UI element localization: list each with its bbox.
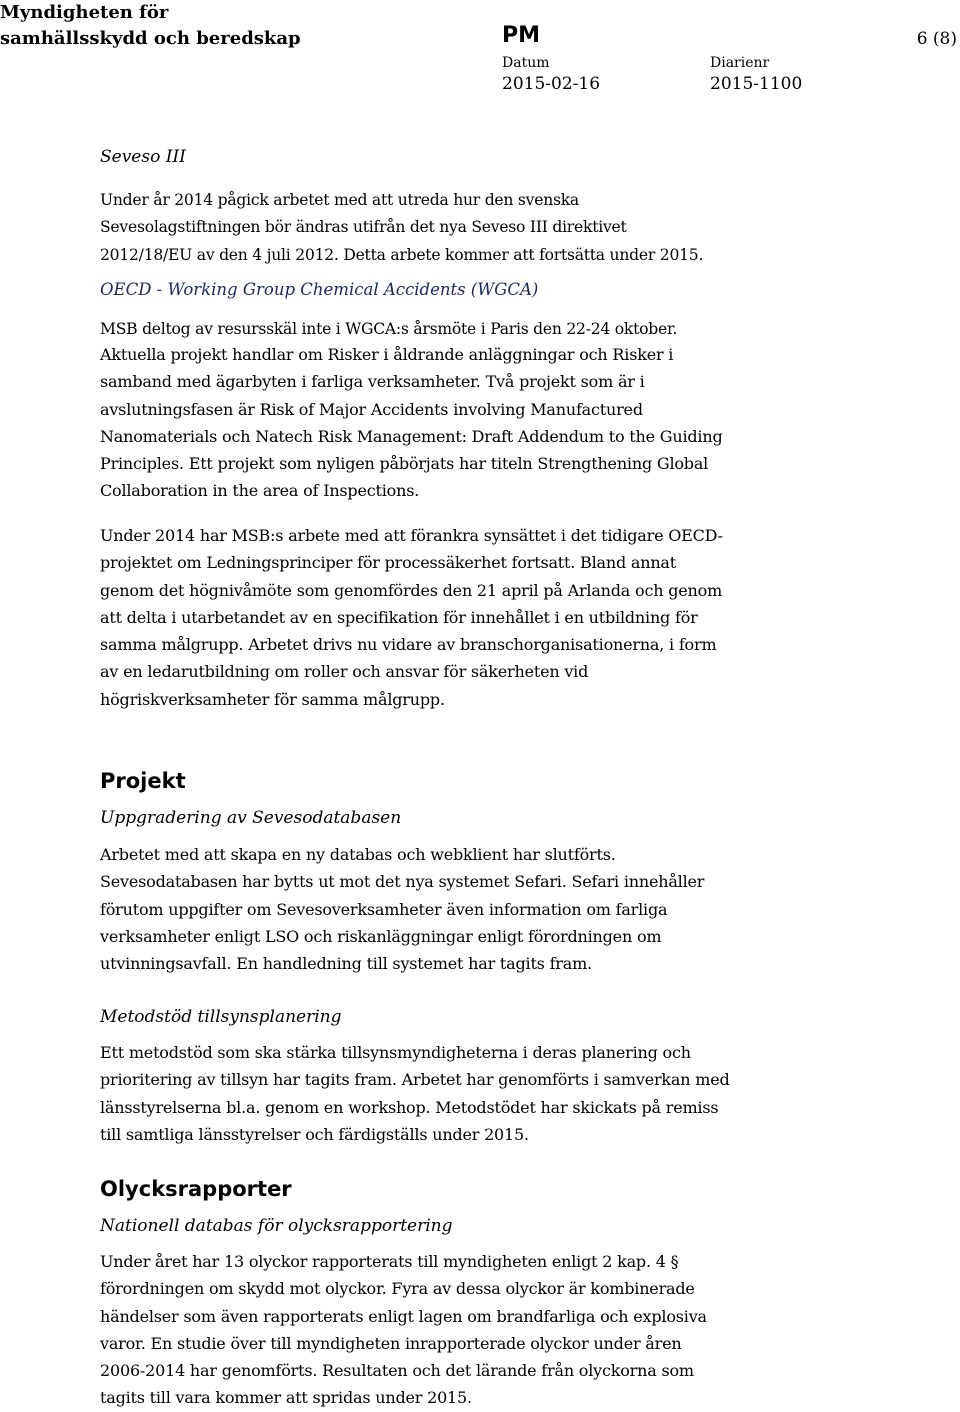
projekt-line: Arbetet med att skapa en ny databas och webklient har slutförts. bbox=[100, 845, 616, 864]
olycksrapporter-line: varor. En studie över till myndigheten inrapporterade olyckor under åren bbox=[100, 1333, 682, 1353]
oecd-line: avslutningsfasen är Risk of Major Accidents involving Manufactured bbox=[100, 399, 643, 419]
projekt-sub2-paragraph bbox=[100, 1039, 800, 1148]
document-type: PM bbox=[502, 23, 541, 48]
projekt-line: prioritering av tillsyn har tagits fram. Arbetet har genomförts i samverkan med bbox=[100, 1070, 730, 1090]
oecd-line: samband med ägarbyten i farliga verksamheter. Två projekt som är i bbox=[100, 372, 645, 392]
olycksrapporter-line: händelser som även rapporterats enligt lagen om brandfarliga och explosiva bbox=[100, 1306, 707, 1326]
oecd-line: högriskverksamheter för samma målgrupp. bbox=[100, 689, 445, 709]
date-value: 2015-02-16 bbox=[502, 74, 601, 94]
projekt-line: till samtliga länsstyrelser och färdigställs under 2015. bbox=[100, 1124, 529, 1144]
projekt-line: länsstyrelserna bl.a. genom en workshop. Metodstödet har skickats på remiss bbox=[100, 1097, 719, 1117]
projekt-heading: Projekt bbox=[100, 769, 186, 793]
seveso-line: 2012/18/EU av den 4 juli 2012. Detta arbete kommer att fortsätta under 2015. bbox=[100, 245, 704, 264]
oecd-line: Aktuella projekt handlar om Risker i åldrande anläggningar och Risker i bbox=[100, 345, 674, 364]
olycksrapporter-sub-title: Nationell databas för olycksrapportering bbox=[100, 1216, 453, 1236]
projekt-sub1-title: Uppgradering av Sevesodatabasen bbox=[100, 808, 402, 828]
olycksrapporter-paragraph bbox=[100, 1248, 800, 1412]
oecd-first-line: MSB deltog av resursskäl inte i WGCA:s årsmöte i Paris den 22-24 oktober. bbox=[100, 320, 678, 338]
seveso-line: Sevesolagstiftningen bör ändras utifrån det nya Seveso III direktivet bbox=[100, 218, 627, 237]
page-number: 6 (8) bbox=[916, 29, 957, 49]
projekt-line: förutom uppgifter om Sevesoverksamheter även information om farliga bbox=[100, 899, 668, 919]
diary-number-label: Diarienr bbox=[710, 55, 770, 71]
oecd-line: av en ledarutbildning om roller och ansvar för säkerheten vid bbox=[100, 662, 589, 682]
oecd-line: Collaboration in the area of Inspections. bbox=[100, 481, 420, 501]
seveso-line: Under år 2014 pågick arbetet med att utreda hur den svenska bbox=[100, 191, 579, 209]
oecd-line: Principles. Ett projekt som nyligen påbörjats har titeln Strengthening Global bbox=[100, 454, 709, 474]
projekt-sub1-paragraph bbox=[100, 841, 800, 977]
oecd-line: genom det högnivåmöte som genomfördes den 21 april på Arlanda och genom bbox=[100, 580, 723, 600]
projekt-line: Ett metodstöd som ska stärka tillsynsmyndigheterna i deras planering och bbox=[100, 1043, 691, 1062]
olycksrapporter-line: tagits till vara kommer att spridas under 2015. bbox=[100, 1388, 472, 1408]
organization-name-line-1: Myndigheten för bbox=[0, 2, 169, 23]
oecd-line: Nanomaterials och Natech Risk Management: Draft Addendum to the Guiding bbox=[100, 426, 723, 446]
projekt-sub2-title: Metodstöd tillsynsplanering bbox=[100, 1007, 342, 1027]
oecd-paragraph-2 bbox=[100, 522, 800, 713]
olycksrapporter-heading: Olycksrapporter bbox=[100, 1177, 292, 1201]
organization-name-line-2: samhällsskydd och beredskap bbox=[0, 28, 301, 49]
projekt-line: Sevesodatabasen har bytts ut mot det nya systemet Sefari. Sefari innehåller bbox=[100, 872, 705, 892]
olycksrapporter-line: 2006-2014 har genomförts. Resultaten och det lärande från olyckorna som bbox=[100, 1361, 694, 1381]
oecd-first-line-block bbox=[100, 316, 800, 343]
olycksrapporter-line: förordningen om skydd mot olyckor. Fyra av dessa olyckor är kombinerade bbox=[100, 1279, 695, 1299]
oecd-line: Under 2014 har MSB:s arbete med att förankra synsättet i det tidigare OECD- bbox=[100, 526, 723, 545]
oecd-line: projektet om Ledningsprinciper för processäkerhet fortsatt. Bland annat bbox=[100, 553, 676, 573]
oecd-paragraph-1 bbox=[100, 341, 800, 505]
oecd-line: samma målgrupp. Arbetet drivs nu vidare av branschorganisationerna, i form bbox=[100, 635, 717, 655]
projekt-line: utvinningsavfall. En handledning till systemet har tagits fram. bbox=[100, 954, 592, 974]
seveso-title: Seveso III bbox=[100, 147, 186, 167]
seveso-paragraph bbox=[100, 187, 800, 269]
date-label: Datum bbox=[502, 55, 550, 71]
oecd-line: att delta i utarbetandet av en specifikation för innehållet i en utbildning för bbox=[100, 607, 698, 627]
oecd-title: OECD - Working Group Chemical Accidents (WGCA) bbox=[100, 280, 539, 299]
diary-number-value: 2015-1100 bbox=[710, 74, 803, 94]
olycksrapporter-line: Under året har 13 olyckor rapporterats till myndigheten enligt 2 kap. 4 § bbox=[100, 1252, 679, 1271]
projekt-line: verksamheter enligt LSO och riskanläggningar enligt förordningen om bbox=[100, 926, 662, 946]
